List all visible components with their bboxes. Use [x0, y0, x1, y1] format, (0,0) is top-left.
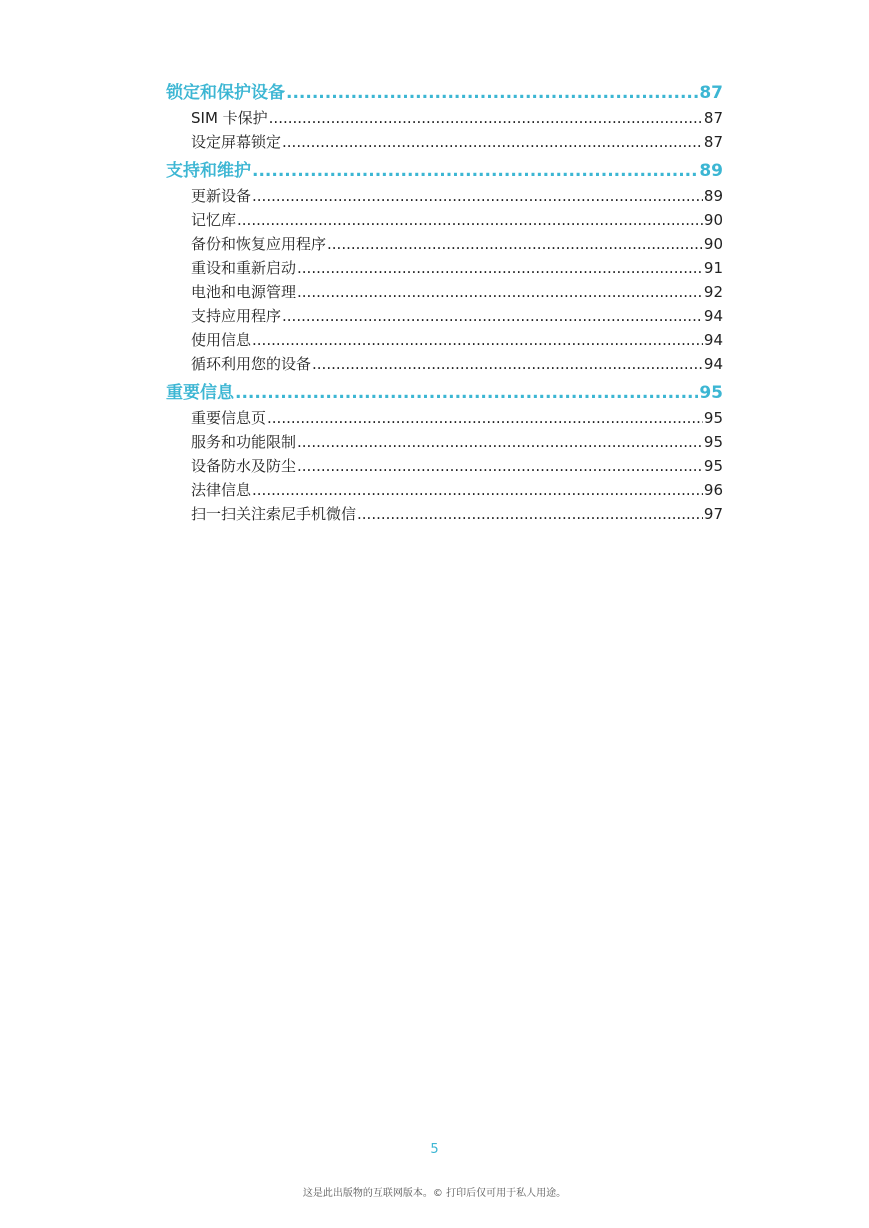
toc-entry-label: 电池和电源管理 — [191, 283, 297, 301]
toc-entry-page: 87 — [703, 133, 723, 151]
toc-heading[interactable] — [166, 380, 723, 406]
toc-entry-label: 记忆库 — [191, 211, 237, 229]
dot-leader — [286, 80, 698, 106]
dot-leader — [297, 430, 703, 454]
toc-heading-page: 87 — [699, 83, 723, 103]
toc-entry-page: 94 — [703, 331, 723, 349]
toc-entry[interactable] — [166, 208, 723, 232]
toc-entry[interactable] — [166, 454, 723, 478]
toc-entry-page: 89 — [703, 187, 723, 205]
toc-heading-title: 锁定和保护设备 — [166, 83, 285, 103]
toc-entry-page: 90 — [703, 211, 723, 229]
toc-entry-label: SIM 卡保护 — [191, 109, 268, 127]
dot-leader — [282, 130, 703, 154]
toc-entry-page: 91 — [703, 259, 723, 277]
toc-entry[interactable] — [166, 328, 723, 352]
toc-entry-page: 92 — [703, 283, 723, 301]
dot-leader — [297, 280, 703, 304]
toc-entry-label: 扫一扫关注索尼手机微信 — [191, 505, 357, 523]
dot-leader — [327, 232, 703, 256]
toc-entry-page: 95 — [703, 409, 723, 427]
toc-entry-page: 95 — [703, 433, 723, 451]
dot-leader — [312, 352, 703, 376]
toc-entry[interactable] — [166, 406, 723, 430]
toc-entry[interactable] — [166, 184, 723, 208]
toc-entry[interactable] — [166, 478, 723, 502]
dot-leader — [357, 502, 703, 526]
toc-heading-title: 重要信息 — [166, 383, 234, 403]
toc-entry-label: 设定屏幕锁定 — [191, 133, 282, 151]
dot-leader — [235, 380, 698, 406]
dot-leader — [282, 304, 703, 328]
toc-entry[interactable] — [166, 130, 723, 154]
toc-entry-page: 95 — [703, 457, 723, 475]
toc-entry-page: 94 — [703, 355, 723, 373]
toc-entry-label: 法律信息 — [191, 481, 252, 499]
dot-leader — [269, 106, 703, 130]
toc-entry[interactable] — [166, 502, 723, 526]
toc-entry-page: 90 — [703, 235, 723, 253]
toc-entry-label: 支持应用程序 — [191, 307, 282, 325]
toc-entry-page: 94 — [703, 307, 723, 325]
toc-entry-label: 使用信息 — [191, 331, 252, 349]
toc-entry[interactable] — [166, 304, 723, 328]
dot-leader — [252, 158, 698, 184]
dot-leader — [267, 406, 703, 430]
toc-heading-title: 支持和维护 — [166, 161, 251, 181]
toc-entry-label: 设备防水及防尘 — [191, 457, 297, 475]
toc-entry[interactable] — [166, 256, 723, 280]
page-number: 5 — [430, 1142, 439, 1157]
toc-section-lock-protect — [166, 80, 723, 154]
toc-entry-page: 96 — [703, 481, 723, 499]
footer-note: 这是此出版物的互联网版本。© 打印后仅可用于私人用途。 — [302, 1188, 567, 1199]
toc-heading[interactable] — [166, 158, 723, 184]
toc-entry-label: 重要信息页 — [191, 409, 267, 427]
toc-heading[interactable] — [166, 80, 723, 106]
dot-leader — [297, 256, 703, 280]
toc-entry[interactable] — [166, 106, 723, 130]
dot-leader — [252, 184, 703, 208]
toc-entry-label: 重设和重新启动 — [191, 259, 297, 277]
toc-entry[interactable] — [166, 232, 723, 256]
dot-leader — [297, 454, 703, 478]
dot-leader — [252, 328, 703, 352]
toc-entry-page: 97 — [703, 505, 723, 523]
toc-entry-label: 备份和恢复应用程序 — [191, 235, 327, 253]
toc-heading-page: 95 — [699, 383, 723, 403]
toc-entry-label: 服务和功能限制 — [191, 433, 297, 451]
toc-entry[interactable] — [166, 430, 723, 454]
toc-entry[interactable] — [166, 352, 723, 376]
toc-heading-page: 89 — [699, 161, 723, 181]
toc-entry-label: 循环利用您的设备 — [191, 355, 312, 373]
toc-entry-page: 87 — [703, 109, 723, 127]
table-of-contents — [166, 80, 723, 526]
dot-leader — [237, 208, 703, 232]
toc-section-important-info — [166, 380, 723, 526]
toc-section-support — [166, 158, 723, 376]
dot-leader — [252, 478, 703, 502]
toc-entry[interactable] — [166, 280, 723, 304]
toc-entry-label: 更新设备 — [191, 187, 252, 205]
